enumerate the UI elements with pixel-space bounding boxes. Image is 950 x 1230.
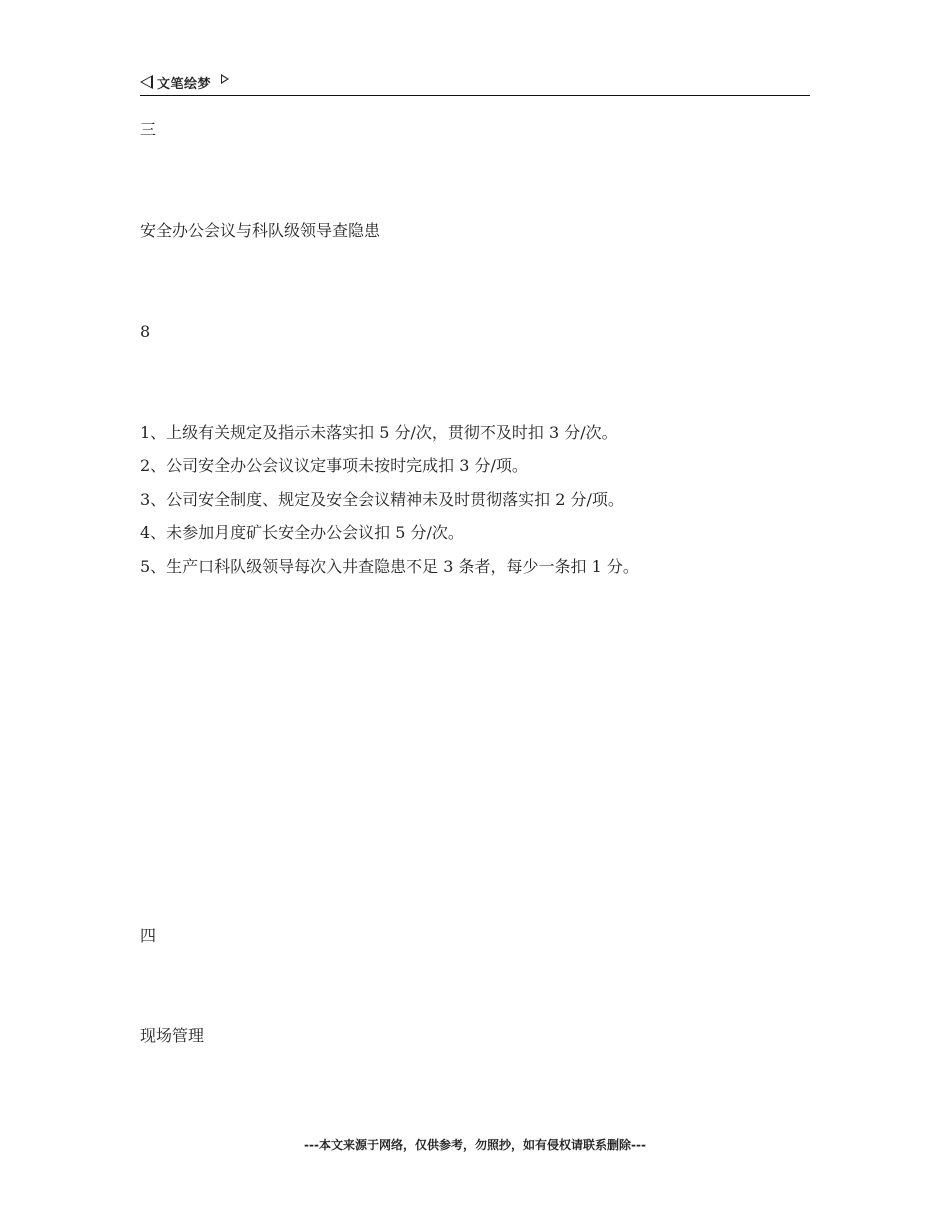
triangle-left-icon: [140, 75, 153, 89]
header-divider: [140, 95, 810, 96]
section-three-number: 三: [140, 120, 157, 139]
rule-item: 4、未参加月度矿长安全办公会议扣 5 分/次。: [140, 523, 464, 542]
page-header: [140, 72, 810, 96]
section-four-number: 四: [140, 926, 157, 945]
footer-disclaimer: ---本文来源于网络，仅供参考，勿照抄，如有侵权请联系删除---: [304, 1138, 646, 1152]
triangle-right-icon: [221, 74, 229, 84]
rule-item: 3、公司安全制度、规定及安全会议精神未及时贯彻落实扣 2 分/项。: [140, 490, 624, 509]
rule-item: 5、生产口科队级领导每次入井查隐患不足 3 条者，每少一条扣 1 分。: [140, 557, 639, 576]
brand: [140, 72, 229, 92]
section-three-score: 8: [140, 322, 151, 341]
rule-item: 1、上级有关规定及指示未落实扣 5 分/次，贯彻不及时扣 3 分/次。: [140, 423, 618, 442]
rule-item: 2、公司安全办公会议议定事项未按时完成扣 3 分/项。: [140, 456, 528, 475]
section-three-title: 安全办公会议与科队级领导查隐患: [140, 221, 381, 240]
section-four-title: 现场管理: [140, 1026, 205, 1045]
brand-name: 文笔绘梦: [157, 76, 212, 92]
